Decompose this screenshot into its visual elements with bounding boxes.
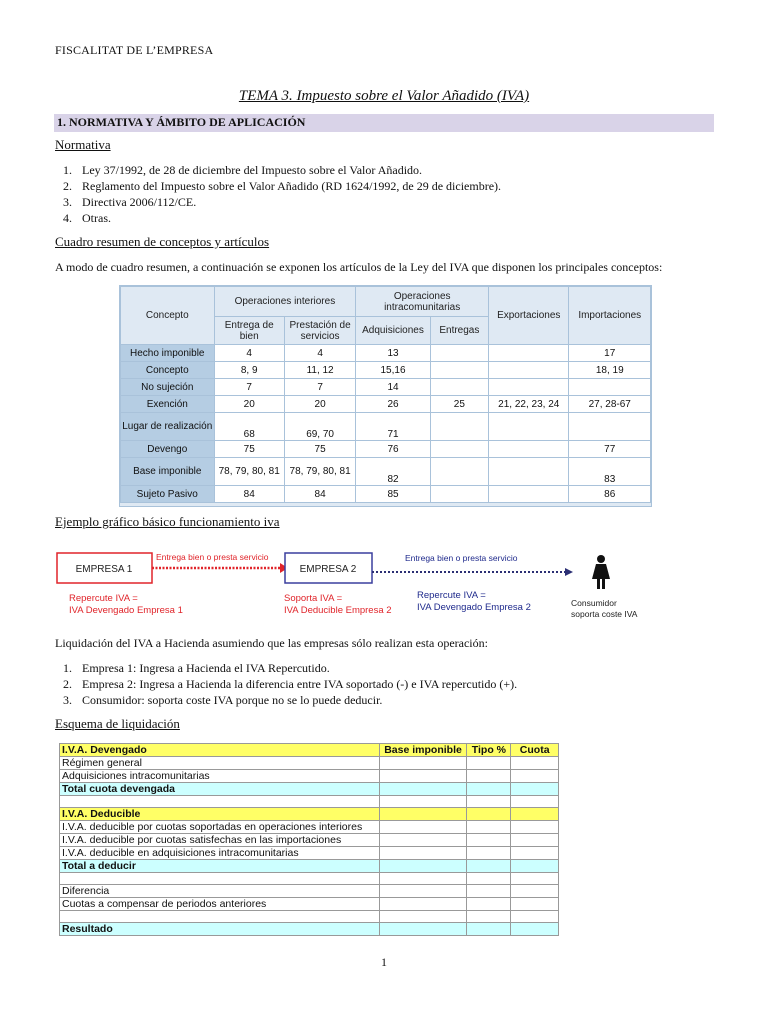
table-cell [430,486,488,503]
table-cell [430,441,488,458]
row-label: Base imponible [121,458,215,486]
list-item: 1. Empresa 1: Ingresa a Hacienda el IVA Repercutido. [63,661,330,675]
col-header-exportaciones: Exportaciones [489,287,569,345]
table-row [60,808,559,821]
row-label: Exención [121,396,215,413]
normativa-heading: Normativa [55,137,111,152]
col-header-prestacion: Prestación de servicios [284,317,355,345]
table-row [60,923,559,936]
row-label: Devengo [121,441,215,458]
table-cell: 75 [214,441,284,458]
table-cell [430,413,488,441]
table-cell [489,441,569,458]
row-label: No sujeción [121,379,215,396]
col-header-adquisiciones: Adquisiciones [356,317,430,345]
list-item: 2. Empresa 2: Ingresa a Hacienda la diferencia entre IVA soportado (-) e IVA repercutido (+). [63,677,518,691]
table-cell: 20 [284,396,355,413]
table-row [121,486,651,503]
arrow-blue-head [565,568,573,576]
table-row [121,379,651,396]
empresa2-repercute-1: Repercute IVA = [417,590,486,601]
row-label: Hecho imponible [121,345,215,362]
row-label: I.V.A. deducible en adquisiciones intracomunitarias [60,847,380,860]
table-cell: 17 [569,345,651,362]
row-label: I.V.A. deducible por cuotas soportadas en operaciones interiores [60,821,380,834]
base-header: Base imponible [379,744,467,757]
table-cell: 7 [214,379,284,396]
row-label: Diferencia [60,885,380,898]
liquidation-table [59,743,559,936]
table-cell [489,345,569,362]
table-cell: 69, 70 [284,413,355,441]
table-cell: 78, 79, 80, 81 [284,458,355,486]
section-title: 1. NORMATIVA Y ÁMBITO DE APLICACIÓN [57,115,306,129]
col-header-entregas: Entregas [430,317,488,345]
page-title: TEMA 3. Impuesto sobre el Valor Añadido (IVA) [238,88,530,104]
row-label: Total a deducir [60,860,380,873]
col-header-op-interiores: Operaciones interiores [214,287,356,317]
col-header-importaciones: Importaciones [569,287,651,345]
summary-table-container [119,285,652,507]
cuadro-intro: A modo de cuadro resumen, a continuación se exponen los artículos de la Ley del IVA que disponen los principales conceptos: [55,260,663,274]
table-row [121,345,651,362]
table-row [60,757,559,770]
table-cell: 4 [284,345,355,362]
table-row [121,362,651,379]
table-cell [430,345,488,362]
table-cell [430,362,488,379]
row-label: Resultado [60,923,380,936]
table-row [60,821,559,834]
table-row [60,770,559,783]
page-header: FISCALITAT DE L’EMPRESA [55,43,214,57]
ejemplo-heading: Ejemplo gráfico básico funcionamiento iva [55,514,280,529]
table-row [60,873,559,885]
col-header-entrega-bien: Entrega de bien [214,317,284,345]
table-cell [489,362,569,379]
table-cell: 75 [284,441,355,458]
table-cell [430,458,488,486]
table-cell: 27, 28-67 [569,396,651,413]
col-header-op-intra: Operaciones intracomunitarias [356,287,489,317]
cuota-header: Cuota [511,744,559,757]
table-cell: 77 [569,441,651,458]
table-row [60,783,559,796]
table-cell: 82 [356,458,430,486]
page-number: 1 [381,955,387,969]
consumer-icon [592,555,610,589]
list-item: 1. Ley 37/1992, de 28 de diciembre del Impuesto sobre el Valor Añadido. [63,163,423,177]
table-row [60,898,559,911]
table-row [121,396,651,413]
table-row [60,847,559,860]
row-label: Adquisiciones intracomunitarias [60,770,380,783]
liquidacion-list [55,660,735,708]
table-cell: 13 [356,345,430,362]
row-label: Total cuota devengada [60,783,380,796]
table-cell: 26 [356,396,430,413]
table-cell: 11, 12 [284,362,355,379]
row-label: Régimen general [60,757,380,770]
table-cell: 83 [569,458,651,486]
consumer-caption-2: soporta coste IVA [571,609,638,619]
table-row [60,911,559,923]
arrow1-label: Entrega bien o presta servicio [156,552,269,562]
list-item: 4. Otras. [63,211,111,225]
table-cell: 78, 79, 80, 81 [214,458,284,486]
empresa1-caption-2: IVA Devengado Empresa 1 [69,605,183,616]
table-cell: 84 [284,486,355,503]
empresa2-label: EMPRESA 2 [299,564,357,575]
tipo-header: Tipo % [467,744,511,757]
table-cell: 18, 19 [569,362,651,379]
empresa1-label: EMPRESA 1 [75,564,133,575]
table-row [121,458,651,486]
esquema-heading: Esquema de liquidación [55,716,180,731]
empresa2-repercute-2: IVA Devengado Empresa 2 [417,602,531,613]
table-cell: 84 [214,486,284,503]
table-cell: 71 [356,413,430,441]
consumer-caption-1: Consumidor [571,598,617,608]
table-cell [569,413,651,441]
list-item: 3. Directiva 2006/112/CE. [63,195,197,209]
cuadro-heading: Cuadro resumen de conceptos y artículos [55,234,270,249]
iva-flow-diagram [55,540,655,622]
liquidacion-intro: Liquidación del IVA a Hacienda asumiendo que las empresas sólo realizan esta operación: [55,636,488,650]
summary-table [120,286,651,503]
table-row [121,413,651,441]
table-cell: 85 [356,486,430,503]
table-cell [489,413,569,441]
table-cell: 76 [356,441,430,458]
empresa2-caption-2: IVA Deducible Empresa 2 [284,605,392,616]
table-row [60,885,559,898]
table-row [60,834,559,847]
row-label: I.V.A. deducible por cuotas satisfechas en las importaciones [60,834,380,847]
empresa2-caption-1: Soporta IVA = [284,593,343,604]
row-label: Cuotas a compensar de periodos anteriores [60,898,380,911]
normativa-list [55,162,715,226]
table-cell: 8, 9 [214,362,284,379]
table-cell: 86 [569,486,651,503]
devengado-header: I.V.A. Devengado [60,744,380,757]
table-cell: 14 [356,379,430,396]
table-cell [489,486,569,503]
table-cell: 25 [430,396,488,413]
row-label: Lugar de realización [121,413,215,441]
table-cell [489,379,569,396]
table-cell: 4 [214,345,284,362]
table-cell [489,458,569,486]
list-item: 2. Reglamento del Impuesto sobre el Valor Añadido (RD 1624/1992, de 29 de diciembre). [63,179,502,193]
deducible-header: I.V.A. Deducible [60,808,380,821]
table-cell [569,379,651,396]
table-row [60,744,559,757]
row-label: Concepto [121,362,215,379]
table-cell [430,379,488,396]
table-cell: 21, 22, 23, 24 [489,396,569,413]
table-row [60,796,559,808]
empresa1-caption-1: Repercute IVA = [69,593,138,604]
row-label: Sujeto Pasivo [121,486,215,503]
col-header-concepto: Concepto [121,287,215,345]
table-cell: 20 [214,396,284,413]
arrow2-label: Entrega bien o presta servicio [405,553,518,563]
table-cell: 7 [284,379,355,396]
list-item: 3. Consumidor: soporta coste IVA porque no se lo puede deducir. [63,693,383,707]
table-cell: 68 [214,413,284,441]
table-row [60,860,559,873]
table-cell: 15,16 [356,362,430,379]
table-row [121,441,651,458]
